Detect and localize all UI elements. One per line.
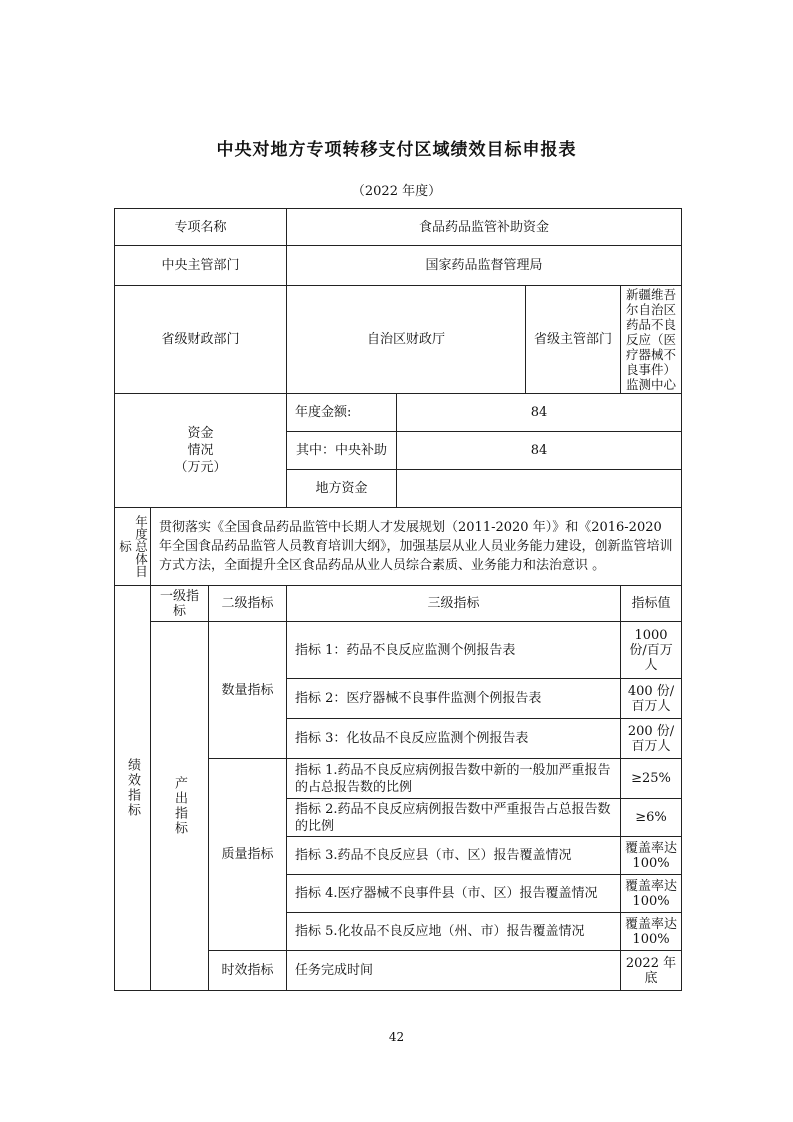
quality-value: ≥25%	[621, 759, 682, 799]
quantity-indicator: 指标 1：药品不良反应监测个例报告表	[287, 622, 621, 679]
timeliness-label: 时效指标	[209, 951, 287, 991]
quantity-label: 数量指标	[209, 622, 287, 759]
annual-amount-label: 年度金额:	[287, 394, 397, 432]
central-subsidy-value: 84	[397, 432, 682, 470]
project-name-value: 食品药品监管补助资金	[287, 209, 682, 246]
annual-amount-value: 84	[397, 394, 682, 432]
timeliness-indicator: 任务完成时间	[287, 951, 621, 991]
central-dept-value: 国家药品监督管理局	[287, 246, 682, 286]
performance-label-text: 绩效指标	[125, 758, 140, 818]
quantity-indicator: 指标 3：化妆品不良反应监测个例报告表	[287, 719, 621, 759]
header-level1: 一级指标	[151, 586, 209, 622]
page-number: 42	[388, 1030, 405, 1044]
quality-label: 质量指标	[209, 759, 287, 951]
prov-dept-value: 新疆维吾尔自治区药品不良反应（医疗器械不良事件）监测中心	[621, 286, 682, 394]
annual-goal-label	[115, 508, 151, 586]
local-funds-value	[397, 470, 682, 508]
annual-goal-label-text: 年度总体目标	[117, 515, 149, 578]
central-dept-label: 中央主管部门	[115, 246, 287, 286]
quality-value: 覆盖率达 100%	[621, 875, 682, 913]
funds-label: 资金 情况 （万元）	[115, 394, 287, 508]
quality-value: 覆盖率达 100%	[621, 913, 682, 951]
quality-value: ≥6%	[621, 799, 682, 837]
quality-value: 覆盖率达 100%	[621, 837, 682, 875]
quantity-value: 1000 份/百万人	[621, 622, 682, 679]
prov-finance-label: 省级财政部门	[115, 286, 287, 394]
report-year: （2022 年度）	[351, 184, 442, 199]
performance-table	[114, 208, 682, 991]
project-name-label: 专项名称	[115, 209, 287, 246]
header-value: 指标值	[621, 586, 682, 622]
quality-indicator: 指标 2.药品不良反应病例报告数中严重报告占总报告数的比例	[287, 799, 621, 837]
output-label-text: 产出指标	[172, 776, 187, 836]
timeliness-value: 2022 年底	[621, 951, 682, 991]
quality-indicator: 指标 3.药品不良反应县（市、区）报告覆盖情况	[287, 837, 621, 875]
prov-finance-value: 自治区财政厅	[287, 286, 526, 394]
quantity-indicator: 指标 2：医疗器械不良事件监测个例报告表	[287, 679, 621, 719]
local-funds-label: 地方资金	[287, 470, 397, 508]
quality-indicator: 指标 1.药品不良反应病例报告数中新的一般加严重报告的占总报告数的比例	[287, 759, 621, 799]
central-subsidy-label: 其中：中央补助	[287, 432, 397, 470]
performance-label	[115, 586, 151, 991]
annual-goal-text: 贯彻落实《全国食品药品监管中长期人才发展规划（2011-2020 年）》和《2016-2020 年全国食品药品监管人员教育培训大纲》，加强基层从业人员业务能力建设，创新监管培训方式方法，全面提升全区食品药品从业人员综合素质、业务能力和法治意识 。	[151, 508, 682, 586]
header-level3: 三级指标	[287, 586, 621, 622]
quality-indicator: 指标 4.医疗器械不良事件县（市、区）报告覆盖情况	[287, 875, 621, 913]
quality-indicator: 指标 5.化妆品不良反应地（州、市）报告覆盖情况	[287, 913, 621, 951]
output-label	[151, 622, 209, 991]
quantity-value: 400 份/百万人	[621, 679, 682, 719]
quantity-value: 200 份/百万人	[621, 719, 682, 759]
prov-dept-label: 省级主管部门	[526, 286, 621, 394]
page-title: 中央对地方专项转移支付区域绩效目标申报表	[216, 140, 577, 160]
header-level2: 二级指标	[209, 586, 287, 622]
